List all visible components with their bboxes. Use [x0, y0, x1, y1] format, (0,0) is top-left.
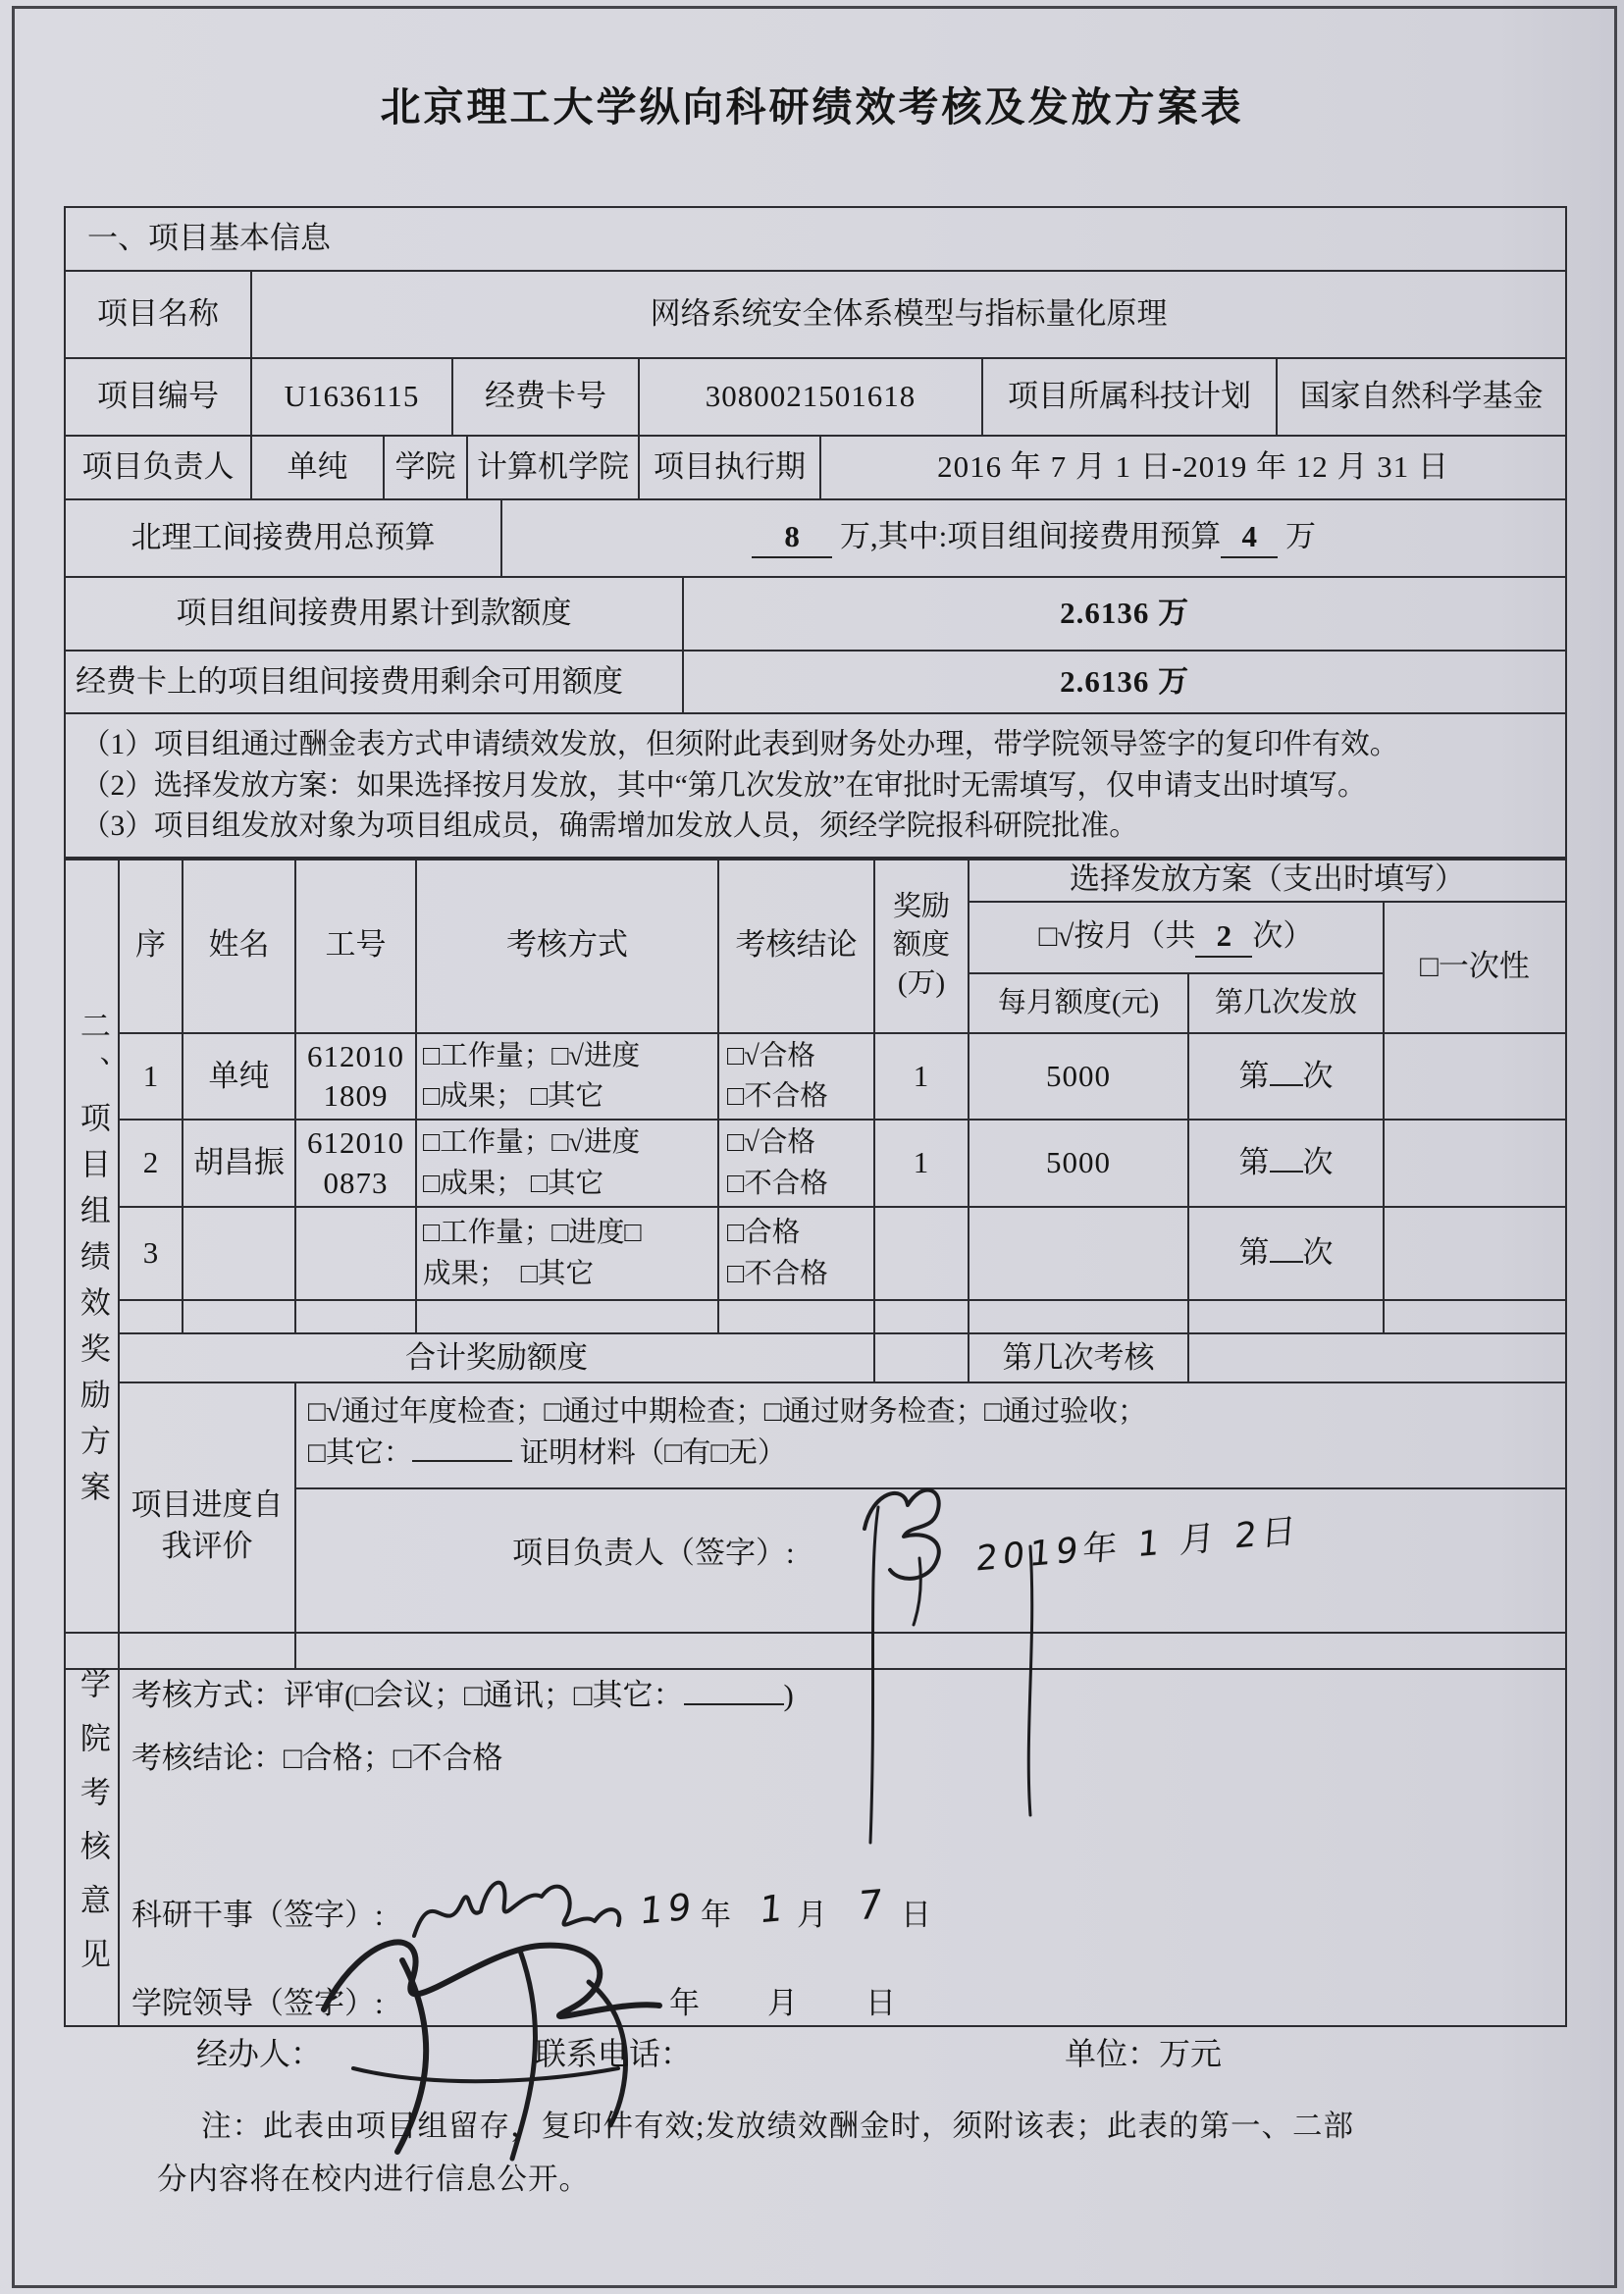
note-2: （2）选择发放方案：如果选择按月发放，其中“第几次发放”在审批时无需填写，仅申请支出时填写。 [81, 769, 1367, 802]
project-name-row [65, 271, 1566, 358]
row2-once [1384, 1120, 1566, 1207]
note-3: （3）项目组发放对象为项目组成员，确需增加发放人员，须经学院报科研院批准。 [81, 810, 1138, 843]
project-no-label: 项目编号 [65, 358, 251, 436]
section2-side-label-cell [65, 858, 119, 1669]
row3-time-blank [1270, 1261, 1303, 1263]
remaining-row [65, 651, 1566, 713]
project-no-value: U1636115 [251, 358, 452, 436]
row1-time-blank [1270, 1084, 1303, 1086]
pi-label: 项目负责人 [65, 436, 251, 499]
total-reward-value [874, 1333, 969, 1382]
member-row-1 [65, 1033, 1566, 1121]
reward-plan-table [64, 857, 1567, 1670]
self-eval-checkboxes: □√通过年度检查；□通过中期检查；□通过财务检查；□通过验收； □其它： 证明材料（□有□无） [296, 1383, 1565, 1489]
total-reward-label: 合计奖励额度 [119, 1333, 874, 1382]
member-row-4-empty [65, 1300, 1566, 1333]
pi-sign-date-handwritten: 2019年 1 月 2日 [974, 1511, 1302, 1580]
total-row [65, 1333, 1566, 1382]
unit-label: 单位：万元 [1065, 2036, 1223, 2071]
row2-name: 胡昌振 [183, 1120, 295, 1207]
section3-side-label-cell [65, 1633, 119, 2026]
received-value: 2.6136 万 [683, 577, 1566, 651]
budget-value [501, 499, 1566, 577]
footer-note-line2: 分内容将在校内进行信息公开。 [157, 2163, 590, 2196]
budget-total-blank: 8 [752, 518, 832, 558]
row1-once [1384, 1033, 1566, 1121]
budget-group-blank: 4 [1221, 518, 1278, 558]
row3-once [1384, 1207, 1566, 1300]
which-assessment-label: 第几次考核 [969, 1333, 1188, 1382]
budget-row [65, 499, 1566, 577]
secretary-date-year-digits: 19 [638, 1885, 698, 1933]
notes-row [65, 713, 1566, 860]
row1-method-checkboxes: □工作量；□√进度 □成果； □其它 [416, 1033, 718, 1121]
row3-amount [874, 1207, 969, 1300]
row2-time-blank [1270, 1171, 1303, 1173]
notes-cell [65, 713, 1566, 860]
project-name-value: 网络系统安全体系模型与指标量化原理 [251, 271, 1566, 358]
program-value: 国家自然科学基金 [1277, 358, 1566, 436]
self-eval-row [65, 1382, 1566, 1669]
remaining-label: 经费卡上的项目组间接费用剩余可用额度 [65, 651, 683, 713]
section3-content: 考核方式：评审(□会议；□通讯；□其它： ) 考核结论：□合格；□不合格 科研干事（签字）: 19 年 1 月 7 日 学院领导（签字）: 年 月 日 [119, 1633, 1566, 2026]
phone-label: 联系电话： [535, 2036, 693, 2071]
budget-unit-text: 万 [1285, 519, 1316, 554]
school-value: 计算机学院 [467, 436, 639, 499]
fund-card-value: 3080021501618 [639, 358, 982, 436]
assess-conclusion-line: 考核结论：□合格；□不合格 [131, 1741, 503, 1775]
college-opinion-table [64, 1632, 1567, 2027]
received-row [65, 577, 1566, 651]
pi-row [65, 436, 1566, 499]
fund-card-label: 经费卡号 [452, 358, 639, 436]
basic-info-table [64, 206, 1567, 860]
row1-id: 6120101809 [295, 1033, 416, 1121]
assess-method-other-blank [684, 1703, 784, 1705]
plan-header-row1 [65, 858, 1566, 902]
row2-method-checkboxes: □工作量；□√进度 □成果； □其它 [416, 1120, 718, 1207]
note-1: （1）项目组通过酬金表方式申请绩效发放，但须附此表到财务处办理，带学院领导签字的复印件有效。 [81, 728, 1399, 760]
member-row-3 [65, 1207, 1566, 1300]
row3-id [295, 1207, 416, 1300]
footer-note-line1: 注：此表由项目组留存，复印件有效;发放绩效酬金时，须附该表；此表的第一、二部 [201, 2110, 1354, 2143]
monthly-option-suffix: 次） [1252, 917, 1314, 953]
col-method: 考核方式 [416, 858, 718, 1033]
program-label: 项目所属科技计划 [982, 358, 1277, 436]
row3-seq: 3 [119, 1207, 183, 1300]
row1-which-time: 第 次 [1188, 1033, 1384, 1121]
period-label: 项目执行期 [639, 436, 820, 499]
col-id: 工号 [295, 858, 416, 1033]
budget-mid-text: 万,其中:项目组间接费用预算 [839, 519, 1222, 554]
col-conclusion: 考核结论 [718, 858, 874, 1033]
form-title: 北京理工大学纵向科研绩效考核及发放方案表 [380, 84, 1244, 130]
col-amount: 奖励 额度 (万) [874, 858, 969, 1033]
row1-amount: 1 [874, 1033, 969, 1121]
project-number-row [65, 358, 1566, 436]
received-label: 项目组间接费用累计到款额度 [65, 577, 683, 651]
section1-heading-row [65, 207, 1566, 271]
secretary-date-month-digit: 1 [758, 1886, 790, 1932]
row2-which-time: 第 次 [1188, 1120, 1384, 1207]
secretary-date-day-digit: 7 [856, 1881, 890, 1930]
section1-heading: 一、项目基本信息 [65, 207, 1566, 271]
monthly-times-blank: 2 [1195, 917, 1252, 958]
row2-id: 6120100873 [295, 1120, 416, 1207]
period-value: 2016 年 7 月 1 日-2019 年 12 月 31 日 [820, 436, 1566, 499]
col-monthly-amount: 每月额度(元) [969, 973, 1188, 1033]
self-eval-content [295, 1382, 1566, 1669]
col-which-time: 第几次发放 [1188, 973, 1384, 1033]
col-name: 姓名 [183, 858, 295, 1033]
remaining-value: 2.6136 万 [683, 651, 1566, 713]
row2-amount: 1 [874, 1120, 969, 1207]
row1-seq: 1 [119, 1033, 183, 1121]
secretary-sign-label: 科研干事（签字）: [131, 1898, 384, 1932]
row3-method-checkboxes: □工作量；□进度□ 成果； □其它 [416, 1207, 718, 1300]
row1-name: 单纯 [183, 1033, 295, 1121]
row3-conclusion-checkboxes: □合格 □不合格 [718, 1207, 874, 1300]
section3-side-label: 学院考核意见 [75, 1667, 110, 1992]
row3-which-time: 第 次 [1188, 1207, 1384, 1300]
agent-label: 经办人： [196, 2036, 323, 2071]
monthly-option-checkbox-text: □√按月（共 [1038, 917, 1196, 953]
once-option: □一次性 [1384, 902, 1566, 1033]
monthly-option [969, 902, 1384, 973]
row3-name [183, 1207, 295, 1300]
budget-label: 北理工间接费用总预算 [65, 499, 501, 577]
project-name-label: 项目名称 [65, 271, 251, 358]
row1-monthly: 5000 [969, 1033, 1188, 1121]
section2-side-label: 二、项目组绩效奖励方案 [75, 1010, 110, 1517]
assess-method-line: 考核方式：评审(□会议；□通讯；□其它： ) [131, 1678, 794, 1712]
eval-other-blank [412, 1460, 512, 1462]
row2-conclusion-checkboxes: □√合格 □不合格 [718, 1120, 874, 1207]
row2-monthly: 5000 [969, 1120, 1188, 1207]
self-eval-label: 项目进度自 我评价 [119, 1382, 295, 1669]
pi-value: 单纯 [251, 436, 384, 499]
row3-monthly [969, 1207, 1188, 1300]
leader-sign-label: 学院领导（签字）: [131, 1986, 384, 2020]
which-assessment-value [1188, 1333, 1566, 1382]
member-row-2 [65, 1120, 1566, 1207]
plan-choice-header: 选择发放方案（支出时填写） [969, 858, 1566, 902]
pi-sign-label: 项目负责人（签字）: [512, 1536, 795, 1570]
school-label: 学院 [384, 436, 467, 499]
row1-conclusion-checkboxes: □√合格 □不合格 [718, 1033, 874, 1121]
row2-seq: 2 [119, 1120, 183, 1207]
col-seq: 序 [119, 858, 183, 1033]
